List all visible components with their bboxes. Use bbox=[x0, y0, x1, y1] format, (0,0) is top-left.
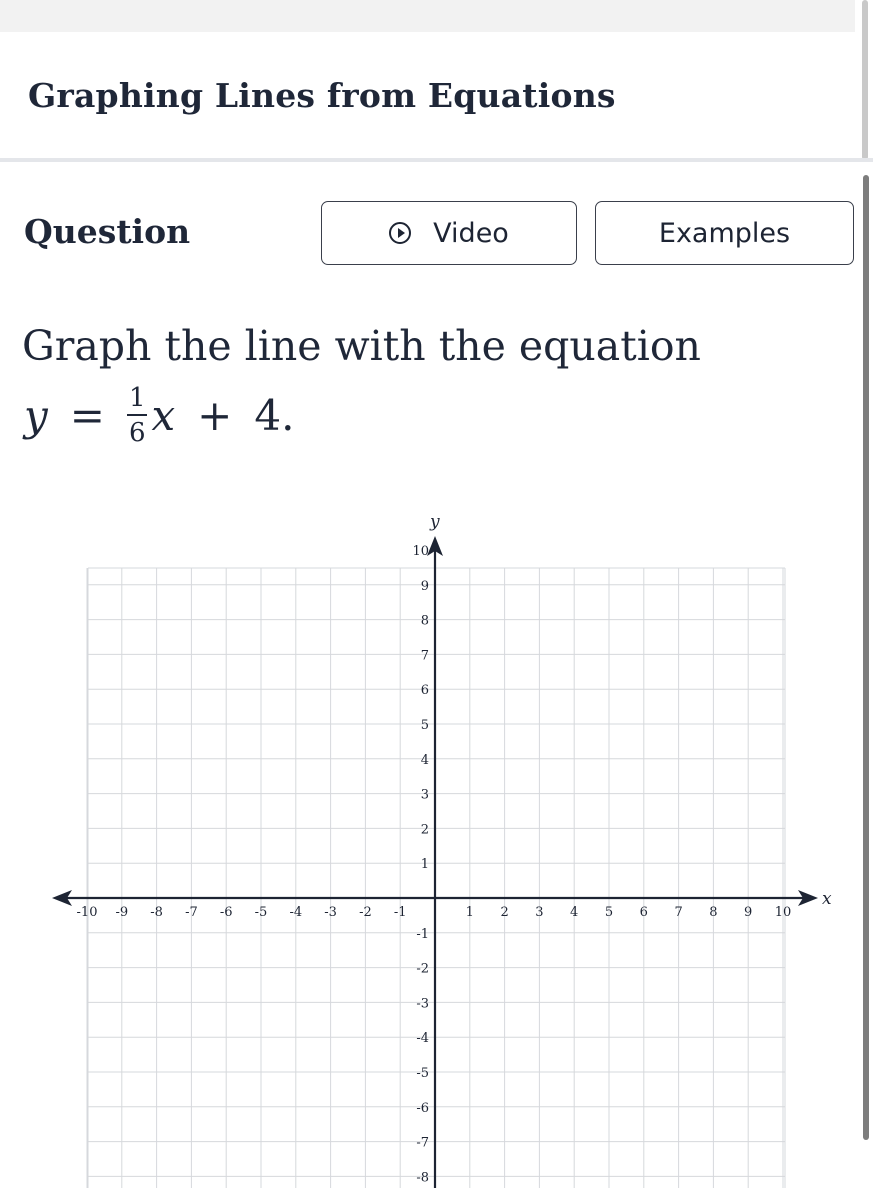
x-tick-label: 2 bbox=[500, 905, 509, 920]
y-tick-label: 3 bbox=[420, 787, 429, 803]
x-tick-label: 8 bbox=[709, 905, 718, 920]
x-tick-label: -10 bbox=[76, 905, 98, 920]
y-tick-label: 6 bbox=[420, 683, 429, 699]
equation bbox=[24, 380, 294, 450]
x-tick-label: 5 bbox=[604, 905, 614, 920]
equation-lhs: y bbox=[24, 390, 48, 440]
equation-plus: + bbox=[197, 390, 233, 440]
page-title: Graphing Lines from Equations bbox=[28, 76, 616, 115]
scrollbar-track[interactable] bbox=[862, 0, 868, 160]
video-button-label: Video bbox=[433, 217, 509, 249]
y-tick-label: 9 bbox=[420, 578, 429, 594]
equation-equals: = bbox=[69, 390, 105, 440]
y-tick-label: -8 bbox=[416, 1170, 429, 1186]
x-tick-label: -3 bbox=[324, 905, 337, 920]
y-tick-label: 5 bbox=[420, 718, 429, 733]
y-tick-label: -1 bbox=[416, 926, 429, 942]
x-tick-label: -7 bbox=[185, 905, 198, 920]
examples-button-label: Examples bbox=[658, 217, 791, 249]
x-tick-label: -2 bbox=[359, 905, 372, 920]
x-tick-label: 7 bbox=[674, 905, 683, 920]
equation-fraction bbox=[127, 382, 148, 448]
x-tick-label: 6 bbox=[639, 905, 648, 920]
y-tick-label: 4 bbox=[420, 752, 429, 768]
browser-top-bar bbox=[0, 0, 855, 32]
video-button[interactable] bbox=[321, 201, 577, 265]
question-label: Question bbox=[24, 212, 191, 251]
x-tick-label: -1 bbox=[393, 905, 407, 920]
y-tick-label: -4 bbox=[416, 1031, 429, 1047]
x-tick-label: -9 bbox=[115, 905, 129, 920]
question-prompt: Graph the line with the equation bbox=[22, 322, 701, 370]
fraction-numerator: 1 bbox=[127, 385, 148, 416]
title-divider bbox=[0, 158, 873, 162]
fraction-denominator: 6 bbox=[128, 417, 146, 448]
y-tick-label: -5 bbox=[416, 1066, 429, 1081]
y-tick-label: 7 bbox=[420, 648, 429, 664]
y-axis-label: y bbox=[430, 512, 440, 532]
x-tick-label: -6 bbox=[219, 905, 233, 920]
examples-button[interactable] bbox=[595, 201, 854, 265]
x-tick-label: -4 bbox=[289, 905, 303, 920]
x-axis-label: x bbox=[822, 889, 832, 909]
equation-variable: x bbox=[151, 390, 176, 440]
x-tick-label: 1 bbox=[465, 905, 474, 920]
x-tick-label: 4 bbox=[570, 905, 579, 920]
y-tick-label: -7 bbox=[416, 1135, 429, 1151]
x-tick-label: 3 bbox=[535, 905, 544, 920]
x-tick-label: 9 bbox=[744, 905, 753, 920]
y-tick-label: -3 bbox=[416, 996, 429, 1012]
play-circle-icon bbox=[389, 222, 411, 244]
y-tick-label: 8 bbox=[420, 613, 429, 629]
x-tick-label: 10 bbox=[774, 905, 792, 920]
x-tick-label: -5 bbox=[254, 905, 268, 920]
y-tick-label: -2 bbox=[416, 961, 429, 977]
y-tick-label: -6 bbox=[416, 1100, 429, 1116]
coordinate-grid[interactable] bbox=[0, 500, 873, 1188]
x-tick-label: -8 bbox=[150, 905, 163, 920]
equation-constant: 4. bbox=[254, 390, 295, 440]
y-tick-label: 1 bbox=[420, 857, 429, 873]
y-tick-label: 2 bbox=[420, 822, 429, 838]
y-tick-label: 10 bbox=[412, 544, 429, 559]
